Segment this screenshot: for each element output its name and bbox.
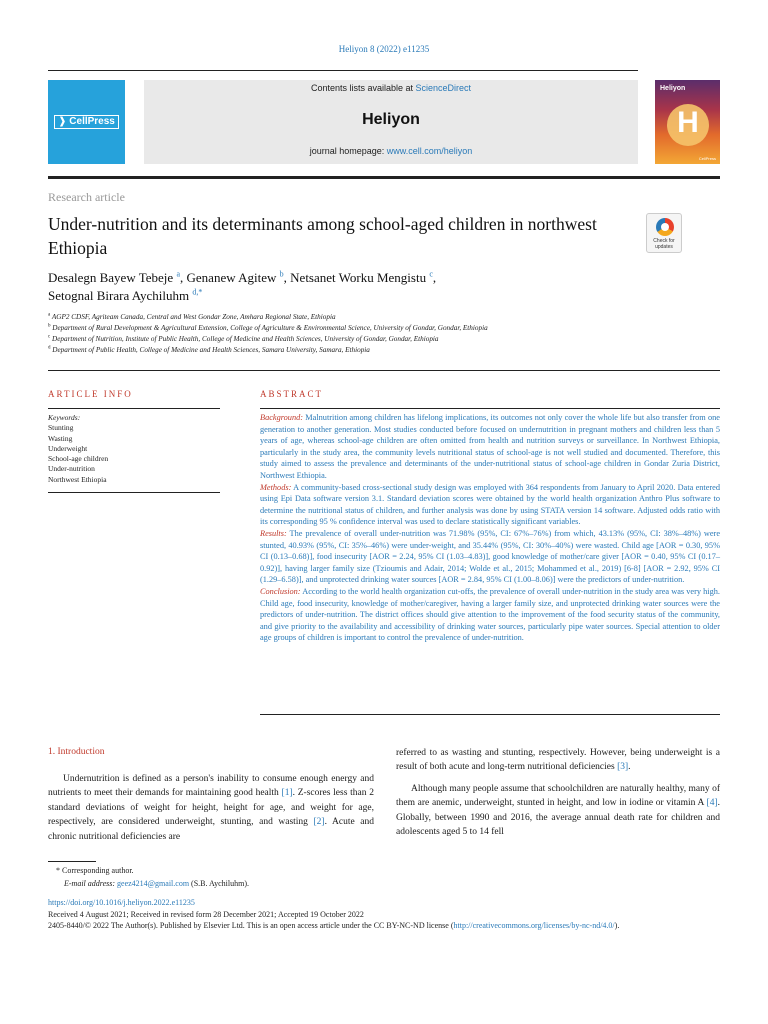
author-separator: , [432, 270, 437, 285]
keywords-list [48, 423, 220, 485]
abstract-section [260, 586, 720, 644]
abstract-section-label: Background: [260, 413, 304, 422]
journal-name: Heliyon [362, 111, 420, 128]
abstract-section-label: Results: [260, 528, 287, 538]
author-affiliation-marker[interactable]: c [429, 269, 433, 279]
citation-link[interactable]: [3] [617, 762, 629, 773]
license-statement [48, 920, 720, 932]
article-type: Research article [48, 190, 125, 204]
email-owner: (S.B. Aychiluhm). [189, 879, 249, 888]
journal-citation: Heliyon 8 (2022) e11235 [338, 44, 430, 54]
body-text: Undernutrition is defined as a person's inability to consume enough energy and nutrients to meet their demands for maintaining good health [48, 774, 374, 799]
homepage-link[interactable]: www.cell.com/heliyon [386, 146, 473, 156]
cover-publisher-mark: CellPress [698, 156, 716, 161]
cover-letter: H [677, 106, 699, 139]
affiliation-rule [48, 370, 720, 371]
intro-paragraph-2 [396, 782, 720, 840]
author-name[interactable]: Netsanet Worku Mengistu [290, 270, 427, 285]
intro-left-column [48, 772, 374, 844]
corresponding-author-note: * Corresponding author. [56, 866, 134, 875]
license-prefix: 2405-8440/© 2022 The Author(s). Published by Elsevier Ltd. This is an open access article under the CC BY-NC-ND license ( [48, 921, 454, 931]
affiliation-marker: c [48, 334, 51, 340]
homepage-line [144, 146, 638, 156]
introduction-heading: 1. Introduction [48, 747, 105, 757]
email-label: E-mail address: [64, 879, 116, 888]
abstract-section-text: According to the world health organization cut-offs, the prevalence of overall under-nutrition in the study area was very high. Child age, food insecurity, knowledge of mother/caregiver, having a larger family size, and unprotected drinking water sources were the predictors of under-nutrition. The district offices should give attention to the improvement of the food security status of the community, and give priority to the availability and accessibility of drinking water sources, particularly pipe water sources. Special attention to older age groups of children is important to control the prevalence of under-nutrition. [260, 586, 720, 643]
abstract-section-text: Malnutrition among children has lifelong implications, its outcomes not only cover the whole life but also transfer from one generation to another generation. Most studies conducted before focused on undernutrition in pregnant mothers and children less than 5 years of age, whereas school-age children are often omitted from health and nutrition surveys or surveillance. In Northwest Ethiopia, particularly in the study area, the community levels nutritional status of school-age is not well studied and documented. Therefore, this study aimed to assess the prevalence and determinants of the under-nutritional status of school-age children in Gondar Zuria District, Northwest Ethiopia. [260, 413, 720, 480]
author-name[interactable]: Genanew Agitew [186, 270, 277, 285]
abstract-body [260, 412, 720, 644]
check-updates-icon-center [661, 223, 669, 231]
author-affiliation-marker[interactable]: d,* [192, 287, 203, 297]
license-suffix: ). [614, 921, 620, 931]
body-text: . Acute and chronic nutritional deficiencies are [48, 817, 374, 842]
author-name[interactable]: Desalegn Bayew Tebeje [48, 270, 174, 285]
keywords-block [48, 413, 220, 485]
abstract-section-text: The prevalence of overall under-nutrition was 71.98% (95%, CI: 67%–76%) from which, 43.13% (95%, CI: 38%–48%) were stunted, 40.93% (95%, CI: 35%–46%) were under-weight, and 35.44% (95%, CI: 30%–40%) were wasted. Child age [AOR = 0.30, 95% CI (0.13–0.68)], food insecurity [AOR = 2.24, 95% CI (1.03–4.83)], good knowledge of mother/care giver [AOR = 0.40, 95% CI (0.17–0.92)], having larger family size (Tzioumis and Adair, 2014; Wolde et al., 2015; Mohammed et al., 2019) [6-8] [AOR = 2.92, 95% CI (1.29–6.58)], and unprotected drinking water sources [AOR = 2.84, 95% CI (1.00–8.06)] were the predictors of under-nutrition. [260, 528, 720, 585]
sciencedirect-link[interactable]: ScienceDirect [415, 83, 472, 93]
affiliation-marker: b [48, 323, 51, 329]
affiliation-item [48, 334, 720, 345]
keyword-item[interactable]: Under-nutrition [48, 464, 95, 474]
abstract-section [260, 482, 720, 528]
article-info-heading: ARTICLE INFO [48, 389, 133, 399]
intro-right-column [396, 746, 720, 839]
body-text: referred to as wasting and stunting, respectively. However, being underweight is a result of both acute and long-term nutritional deficiencies [396, 748, 720, 773]
journal-banner [144, 80, 638, 164]
contents-prefix: Contents lists available at [310, 83, 416, 93]
check-updates-label: Check for updates [653, 238, 675, 250]
affiliation-item [48, 312, 720, 323]
keywords-label: Keywords: [48, 413, 81, 422]
body-text: Although many people assume that schoolchildren are naturally healthy, many of them are anemic, underweight, stunted in height, and low in iodine or vitamin A [396, 783, 720, 809]
abstract-end-rule [260, 714, 720, 715]
citation-link[interactable]: [4] [706, 798, 718, 809]
affiliation-text: Department of Public Health, College of Medicine and Health Sciences, Samara University, Samara, Ethiopia [52, 346, 370, 354]
citation-link[interactable]: [2] [313, 817, 325, 828]
license-link[interactable]: http://creativecommons.org/licenses/by-nc-nd/4.0/ [453, 921, 615, 931]
abstract-section-label: Methods: [260, 482, 292, 492]
abstract-heading: ABSTRACT [260, 389, 324, 399]
abstract-section-text: A community-based cross-sectional study design was employed with 364 respondents from January to April 2020. Data entered using Epi Data software version 3.1. Standard deviation scores were obtained by the world health organization Anthro Plus software to determine the nutritional status of children, and further analysis was done by using STATA version 14 software. Adjusted odds ratio with its corresponding 95 % confidence interval was used to declare statistically significant variables. [260, 482, 720, 527]
body-text: . Z-scores less than 2 standard deviations of weight for height, height for age, and weight for age, respectively, are considered underweight, stunting, and wasting [48, 788, 374, 828]
intro-paragraph-1 [48, 772, 374, 844]
contents-line [144, 83, 638, 93]
keyword-item[interactable]: Stunting [48, 423, 74, 433]
check-for-updates-badge[interactable] [646, 213, 682, 253]
cellpress-logo-block[interactable] [48, 80, 125, 164]
body-text: . [628, 762, 631, 773]
article-dates: Received 4 August 2021; Received in revised form 28 December 2021; Accepted 19 October 2022 [48, 909, 364, 919]
affiliation-item [48, 345, 720, 356]
cellpress-logo: ❱ CellPress [54, 115, 119, 129]
keywords-rule [48, 492, 220, 493]
doi-link[interactable]: https://doi.org/10.1016/j.heliyon.2022.e11235 [48, 898, 195, 907]
affiliation-text: Department of Rural Development & Agricultural Extension, College of Agriculture & Environmental Science, University of Gondar, Gondar, Ethiopia [52, 324, 488, 332]
abstract-rule [260, 408, 720, 409]
keyword-item[interactable]: Underweight [48, 443, 88, 453]
author-name[interactable]: Setognal Birara Aychiluhm [48, 288, 190, 303]
intro-paragraph-1-continued [396, 746, 720, 775]
abstract-section-label: Conclusion: [260, 586, 301, 596]
affiliation-text: AGP2 CDSF, Agriteam Canada, Central and West Gondar Zone, Amhara Regional State, Ethiopia [51, 313, 336, 321]
top-rule [48, 70, 638, 71]
keyword-item[interactable]: Northwest Ethiopia [48, 474, 107, 484]
cover-title: Heliyon [660, 85, 686, 92]
homepage-prefix: journal homepage: [309, 146, 387, 156]
affiliation-marker: a [48, 312, 51, 318]
keyword-item[interactable]: Wasting [48, 433, 73, 443]
citation-link[interactable]: [1] [281, 788, 293, 799]
article-title: Under-nutrition and its determinants among school-aged children in northwest Ethiopia [48, 214, 597, 258]
abstract-section [260, 528, 720, 586]
email-note [48, 877, 720, 890]
affiliation-item [48, 323, 720, 334]
author-separator: , [180, 270, 187, 285]
body-text: . Globally, between 1990 and 2016, the average annual death rate for children and adolescents aged 5 to 14 fell [396, 798, 720, 838]
author-separator: , [283, 270, 291, 285]
affiliations [48, 312, 720, 356]
keyword-item[interactable]: School-age children [48, 454, 109, 464]
affiliation-text: Department of Nutrition, Institute of Public Health, College of Medicine and Health Sciences, University of Gondar, Gondar, Ethiopia [52, 335, 439, 343]
publication-info [48, 897, 720, 932]
author-affiliation-marker[interactable]: b [279, 269, 284, 279]
article-info-rule [48, 408, 220, 409]
footnote-rule [48, 861, 96, 862]
journal-cover-image[interactable] [655, 80, 720, 164]
header-rule [48, 176, 720, 179]
journal-header [48, 77, 720, 167]
email-link[interactable]: geez4214@gmail.com [117, 879, 190, 888]
author-affiliation-marker[interactable]: a [176, 269, 181, 279]
abstract-section [260, 412, 720, 482]
footnotes [48, 864, 720, 890]
author-list [48, 269, 688, 305]
affiliation-marker: d [48, 345, 51, 351]
